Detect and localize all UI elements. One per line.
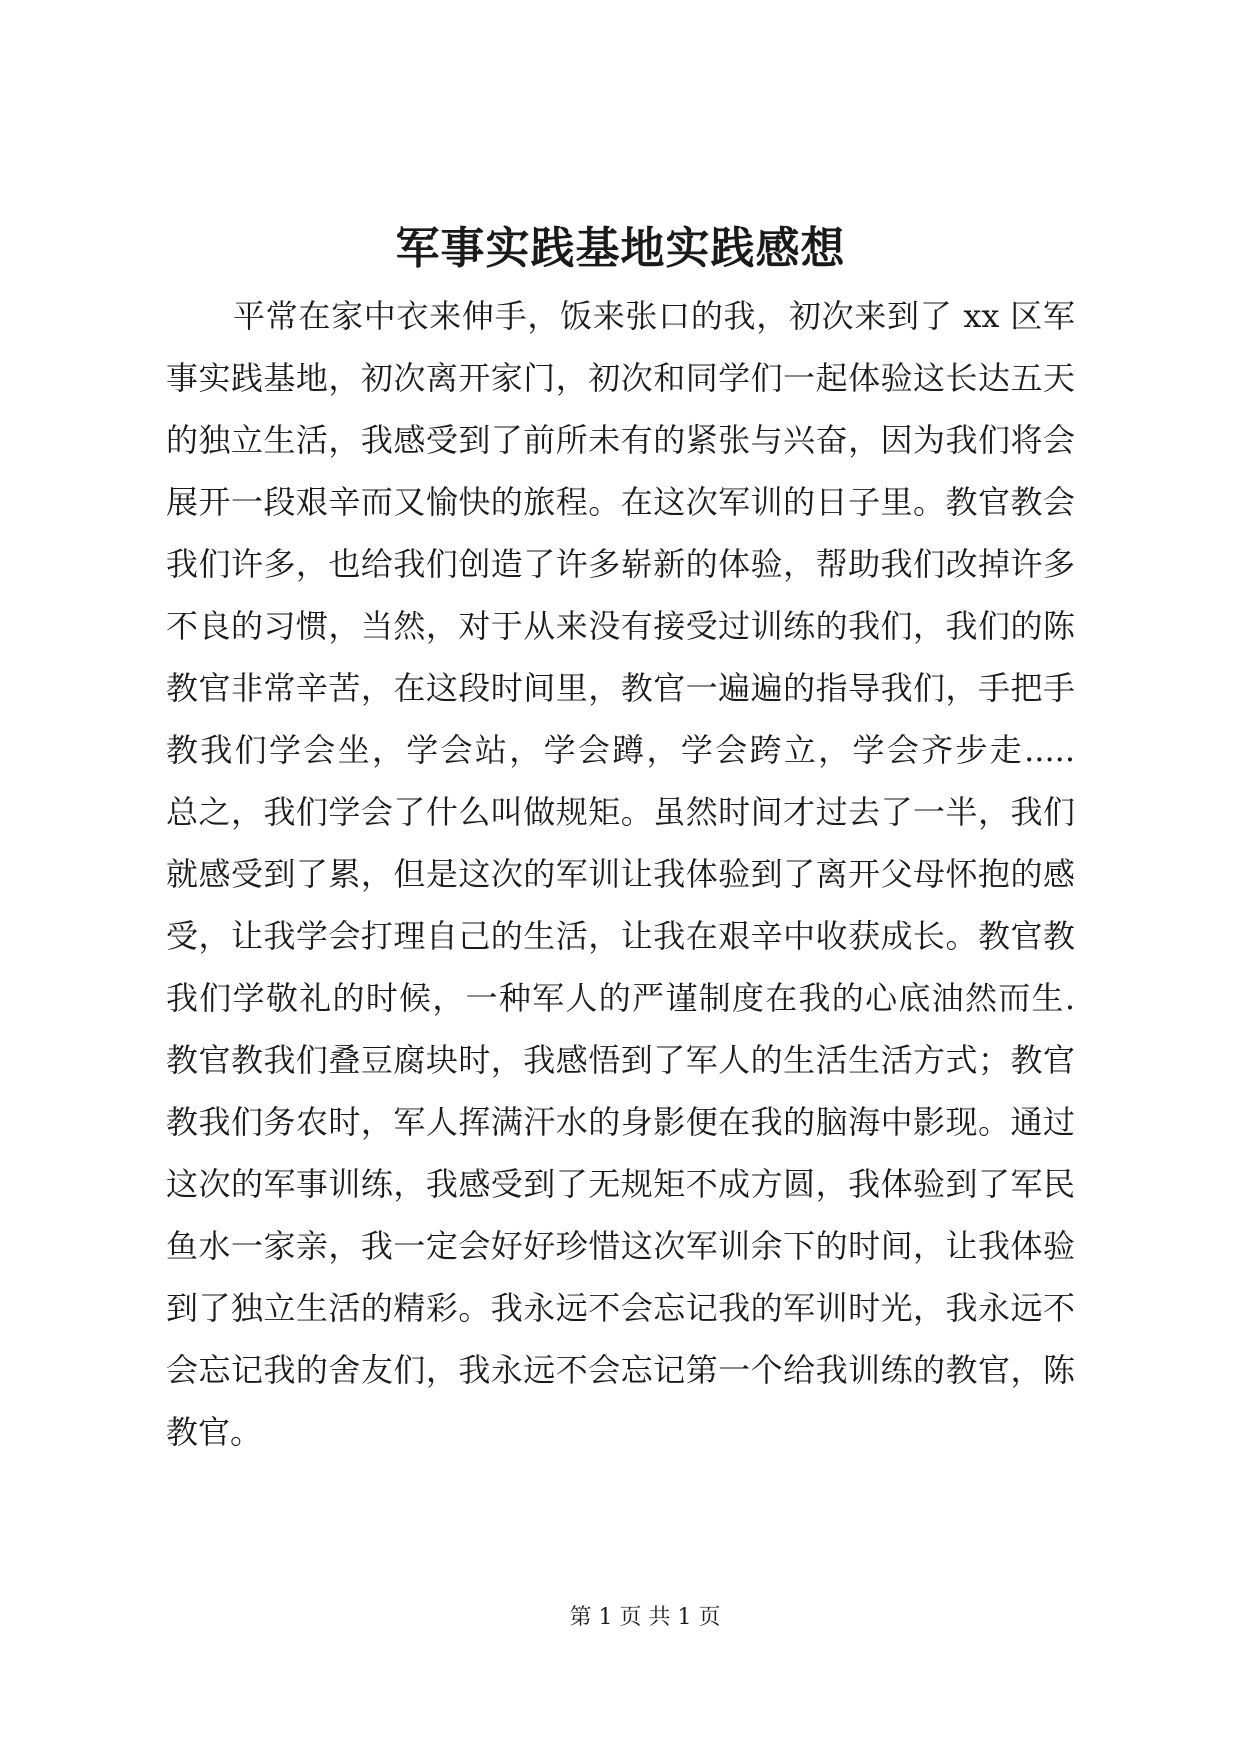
paragraph-line: 受，让我学会打理自己的生活，让我在艰辛中收获成长。教官教 xyxy=(166,917,1075,955)
paragraph-line: 教官。 xyxy=(166,1413,263,1451)
document-title: 军事实践基地实践感想 xyxy=(395,223,846,274)
paragraph-line: 不良的习惯，当然，对于从来没有接受过训练的我们，我们的陈 xyxy=(166,607,1075,645)
page-footer: 第 1 页 共 1 页 xyxy=(569,1605,721,1630)
paragraph-line: 的独立生活，我感受到了前所未有的紧张与兴奋，因为我们将会 xyxy=(166,421,1075,459)
paragraph-line: 我们许多，也给我们创造了许多崭新的体验，帮助我们改掉许多 xyxy=(166,545,1075,583)
paragraph-line: 教官教我们叠豆腐块时，我感悟到了军人的生活生活方式；教官 xyxy=(166,1041,1075,1079)
document-body xyxy=(166,285,1075,1463)
paragraph-line: 事实践基地，初次离开家门，初次和同学们一起体验这长达五天 xyxy=(166,359,1075,397)
paragraph-line: 教我们务农时，军人挥满汗水的身影便在我的脑海中影现。通过 xyxy=(166,1103,1075,1141)
paragraph-line: 我们学敬礼的时候，一种军人的严谨制度在我的心底油然而生. xyxy=(166,979,1075,1017)
paragraph-line: 总之，我们学会了什么叫做规矩。虽然时间才过去了一半，我们 xyxy=(166,793,1075,831)
paragraph-line: 这次的军事训练，我感受到了无规矩不成方圆，我体验到了军民 xyxy=(166,1165,1075,1203)
paragraph-line: 就感受到了累，但是这次的军训让我体验到了离开父母怀抱的感 xyxy=(166,855,1075,893)
paragraph-line: 鱼水一家亲，我一定会好好珍惜这次军训余下的时间，让我体验 xyxy=(166,1227,1075,1265)
paragraph-line: 会忘记我的舍友们，我永远不会忘记第一个给我训练的教官，陈 xyxy=(166,1351,1075,1389)
paragraph-line: 到了独立生活的精彩。我永远不会忘记我的军训时光，我永远不 xyxy=(166,1289,1075,1327)
paragraph-line: 教我们学会坐，学会站，学会蹲，学会跨立，学会齐步走..... xyxy=(166,731,1075,769)
paragraph-line: 展开一段艰辛而又愉快的旅程。在这次军训的日子里。教官教会 xyxy=(166,483,1075,521)
paragraph-line: 教官非常辛苦，在这段时间里，教官一遍遍的指导我们，手把手 xyxy=(166,669,1075,707)
paragraph-line: 平常在家中衣来伸手，饭来张口的我，初次来到了 xx 区军 xyxy=(233,297,1075,335)
